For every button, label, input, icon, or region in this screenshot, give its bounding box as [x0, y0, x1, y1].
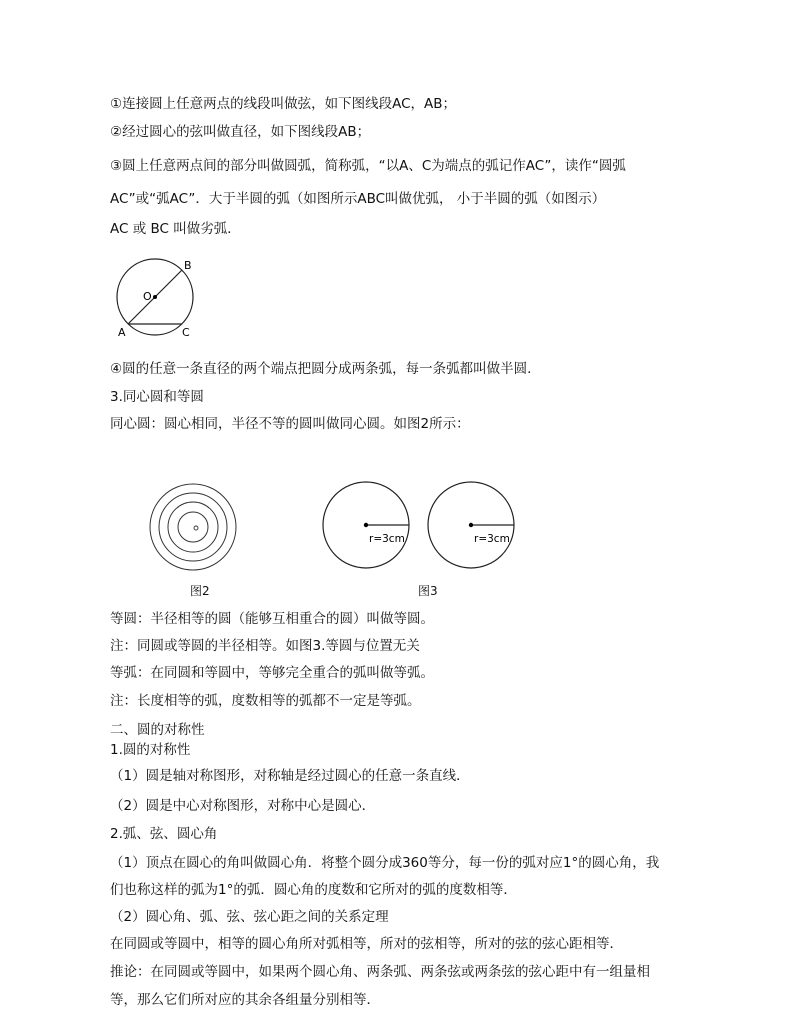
figure-2-concentric-circles — [148, 483, 238, 573]
text-line-10: 注：同圆或等圆的半径相等。如图3.等圆与位置无关 — [110, 638, 420, 654]
text-line-1: ①连接圆上任意两点的线段叫做弦，如下图线段AC，AB； — [110, 96, 457, 112]
text-line-3: ③圆上任意两点间的部分叫做圆弧，简称弧，“以A、C为端点的弧记作AC”，读作“圆弧 — [110, 158, 626, 174]
text-line-4: AC”或“弧AC”．大于半圆的弧（如图所示ABC叫做优弧， 小于半圆的弧（如图示） — [110, 191, 606, 207]
fig2-center — [194, 526, 198, 530]
caption-fig3: 图3 — [418, 584, 438, 598]
caption-fig2: 图2 — [190, 584, 210, 598]
text-line-18: （1）顶点在圆心的角叫做圆心角．将整个圆分成360等分，每一份的弧对应1°的圆心角，我 — [110, 855, 660, 871]
fig2-circle-inner — [178, 512, 208, 542]
fig3-radius-label-right: r=3cm — [474, 533, 510, 545]
text-line-21: 在同圆或等圆中，相等的圆心角所对弧相等，所对的弦相等，所对的弦的弦心距相等． — [110, 936, 623, 952]
text-line-6: ④圆的任意一条直径的两个端点把圆分成两条弧，每一条弧都叫做半圆. — [110, 361, 532, 377]
text-line-22: 推论：在同圆或等圆中，如果两个圆心角、两条弧、两条弦或两条弦的弦心距中有一组量相 — [110, 964, 650, 980]
figure-3-equal-circles — [318, 480, 524, 574]
figure-1-circle-diagram — [108, 252, 208, 344]
text-line-14: 1.圆的对称性 — [110, 742, 191, 758]
fig1-center-dot — [153, 295, 157, 299]
text-line-20: （2）圆心角、弧、弦、弦心距之间的关系定理 — [110, 909, 389, 925]
fig2-circle-3 — [168, 502, 218, 552]
text-line-15: （1）圆是轴对称图形，对称轴是经过圆心的任意一条直线． — [110, 768, 470, 784]
fig3-radius-label-left: r=3cm — [369, 533, 405, 545]
text-line-5: AC 或 BC 叫做劣弧． — [110, 221, 241, 237]
text-line-19: 们也称这样的弧为1°的弧．圆心角的度数和它所对的弧的度数相等． — [110, 882, 517, 898]
text-line-12: 注：长度相等的弧，度数相等的弧都不一定是等弧。 — [110, 693, 421, 709]
text-line-23: 等，那么它们所对应的其余各组量分别相等． — [110, 992, 380, 1008]
fig2-circle-2 — [159, 493, 227, 561]
fig1-label-o: O — [143, 290, 152, 303]
fig1-label-b: B — [184, 259, 192, 272]
text-line-9: 等圆：半径相等的圆（能够互相重合的圆）叫做等圆。 — [110, 611, 434, 627]
text-line-8: 同心圆：圆心相同，半径不等的圆叫做同心圆。如图2所示： — [110, 416, 470, 432]
text-line-11: 等弧：在同圆和等圆中，等够完全重合的弧叫做等弧。 — [110, 665, 434, 681]
fig3-center-left — [364, 523, 368, 527]
fig3-center-right — [469, 523, 473, 527]
text-line-13: 二、圆的对称性 — [110, 722, 205, 738]
text-line-2: ②经过圆心的弦叫做直径，如下图线段AB； — [110, 124, 371, 140]
fig1-label-c: C — [182, 326, 190, 339]
text-line-7: 3.同心圆和等圆 — [110, 389, 204, 405]
text-line-16: （2）圆是中心对称图形，对称中心是圆心． — [110, 798, 376, 814]
text-line-17: 2.弧、弦、圆心角 — [110, 826, 218, 842]
fig1-label-a: A — [118, 326, 126, 339]
fig2-circle-outer — [150, 484, 236, 570]
